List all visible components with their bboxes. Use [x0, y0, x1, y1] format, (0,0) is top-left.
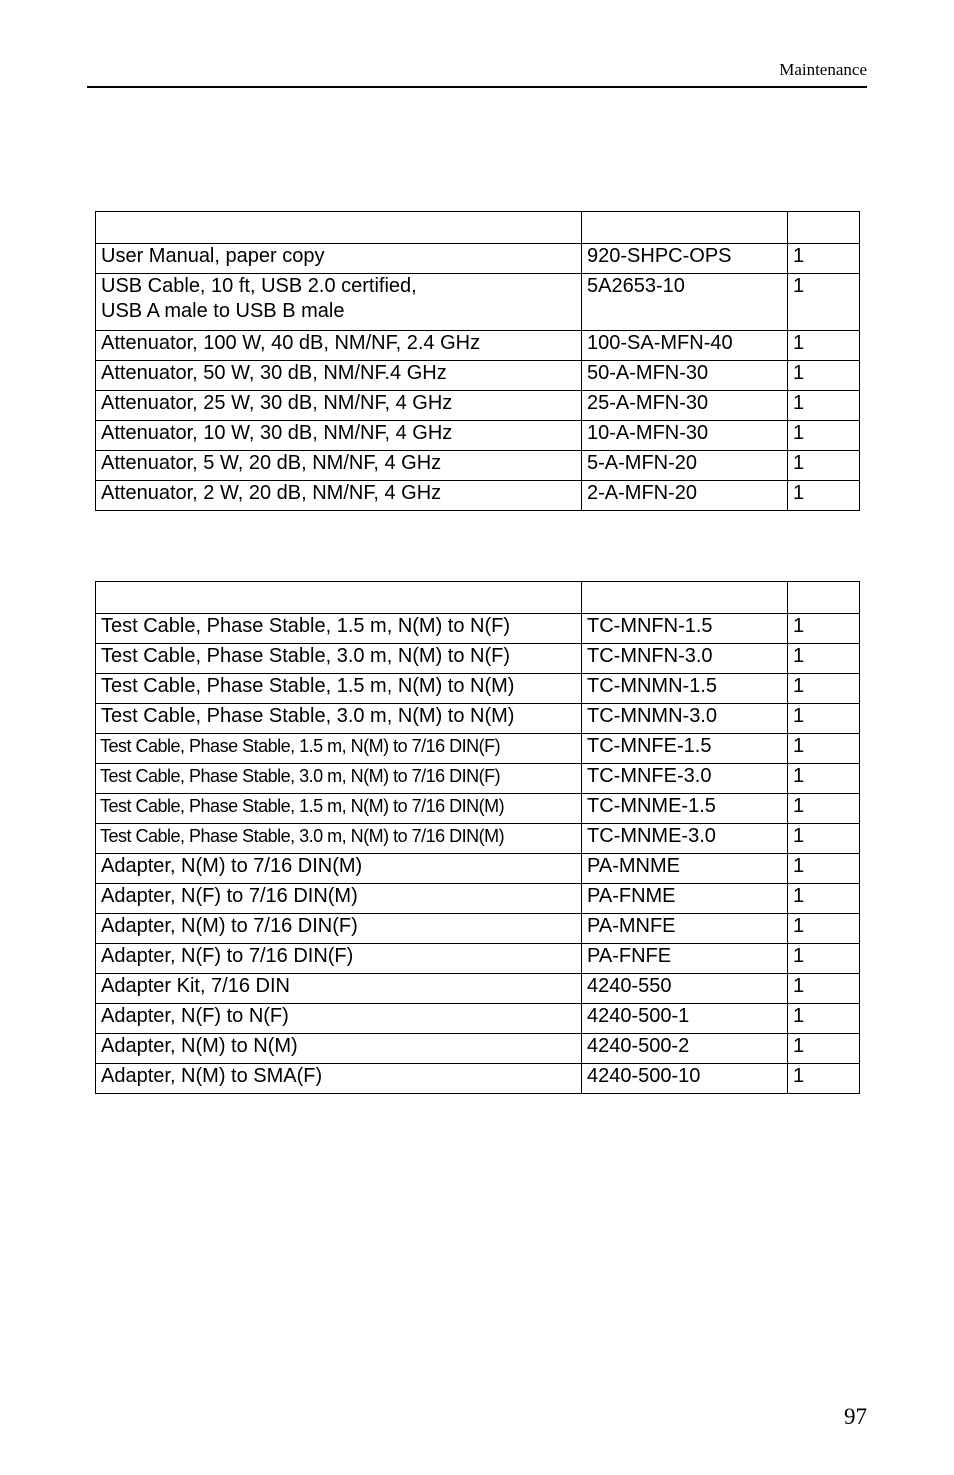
- table-row: [96, 361, 860, 391]
- cell-quantity: 1: [788, 824, 860, 854]
- cell-quantity: 1: [788, 1034, 860, 1064]
- cell-part-number: 25-A-MFN-30: [582, 391, 788, 421]
- cell-description: Adapter, N(F) to 7/16 DIN(M): [96, 884, 582, 914]
- cell-quantity: 1: [788, 854, 860, 884]
- table-row: [96, 914, 860, 944]
- cell-quantity: 1: [788, 764, 860, 794]
- cell-part-number: TC-MNME-3.0: [582, 824, 788, 854]
- cell-quantity: 1: [788, 451, 860, 481]
- header-cell-part-number: [582, 582, 788, 614]
- cell-part-number: 4240-500-10: [582, 1064, 788, 1094]
- cell-part-number: 4240-550: [582, 974, 788, 1004]
- cell-quantity: 1: [788, 734, 860, 764]
- cell-quantity: 1: [788, 1064, 860, 1094]
- cell-description: Adapter, N(F) to 7/16 DIN(F): [96, 944, 582, 974]
- table-row: [96, 734, 860, 764]
- cell-description: Attenuator, 2 W, 20 dB, NM/NF, 4 GHz: [96, 481, 582, 511]
- cell-part-number: 100-SA-MFN-40: [582, 331, 788, 361]
- header-cell-description: [96, 212, 582, 244]
- cell-part-number: TC-MNFN-1.5: [582, 614, 788, 644]
- cell-part-number: 5A2653-10: [582, 274, 788, 331]
- header-cell-quantity: [788, 582, 860, 614]
- table-row: [96, 1064, 860, 1094]
- cell-description: Adapter, N(M) to 7/16 DIN(F): [96, 914, 582, 944]
- cell-description: Test Cable, Phase Stable, 1.5 m, N(M) to N(M): [96, 674, 582, 704]
- cell-part-number: TC-MNFE-1.5: [582, 734, 788, 764]
- cables-adapters-table: [95, 581, 860, 1094]
- cell-quantity: 1: [788, 944, 860, 974]
- cell-part-number: 4240-500-1: [582, 1004, 788, 1034]
- table-row: [96, 884, 860, 914]
- table-row: [96, 704, 860, 734]
- cell-part-number: TC-MNMN-1.5: [582, 674, 788, 704]
- cell-part-number: TC-MNMN-3.0: [582, 704, 788, 734]
- cell-part-number: 5-A-MFN-20: [582, 451, 788, 481]
- cell-part-number: PA-FNME: [582, 884, 788, 914]
- header-cell-quantity: [788, 212, 860, 244]
- cell-description: Test Cable, Phase Stable, 3.0 m, N(M) to 7/16 DIN(F): [96, 764, 582, 794]
- table-row: [96, 1004, 860, 1034]
- table-row: [96, 421, 860, 451]
- header-cell-part-number: [582, 212, 788, 244]
- cell-part-number: 2-A-MFN-20: [582, 481, 788, 511]
- cell-part-number: 4240-500-2: [582, 1034, 788, 1064]
- cell-description: Attenuator, 50 W, 30 dB, NM/NF.4 GHz: [96, 361, 582, 391]
- table-row: [96, 644, 860, 674]
- cell-quantity: 1: [788, 974, 860, 1004]
- cell-quantity: 1: [788, 244, 860, 274]
- cell-description: Attenuator, 10 W, 30 dB, NM/NF, 4 GHz: [96, 421, 582, 451]
- table-row: [96, 974, 860, 1004]
- table-row: [96, 854, 860, 884]
- table-row: [96, 451, 860, 481]
- cell-part-number: PA-MNME: [582, 854, 788, 884]
- cell-description: Adapter, N(F) to N(F): [96, 1004, 582, 1034]
- cell-part-number: TC-MNFE-3.0: [582, 764, 788, 794]
- cell-description: Test Cable, Phase Stable, 3.0 m, N(M) to N(F): [96, 644, 582, 674]
- cell-part-number: 50-A-MFN-30: [582, 361, 788, 391]
- table-header-row: [96, 212, 860, 244]
- table-row: [96, 764, 860, 794]
- cell-quantity: 1: [788, 914, 860, 944]
- cell-description: Adapter, N(M) to N(M): [96, 1034, 582, 1064]
- cell-quantity: 1: [788, 331, 860, 361]
- header-title: Maintenance: [779, 60, 867, 79]
- table-row: [96, 944, 860, 974]
- cell-quantity: 1: [788, 704, 860, 734]
- table-header-row: [96, 582, 860, 614]
- cell-part-number: PA-MNFE: [582, 914, 788, 944]
- cell-description: Attenuator, 100 W, 40 dB, NM/NF, 2.4 GHz: [96, 331, 582, 361]
- cell-description: Test Cable, Phase Stable, 3.0 m, N(M) to 7/16 DIN(M): [96, 824, 582, 854]
- cell-part-number: TC-MNME-1.5: [582, 794, 788, 824]
- table-row: [96, 244, 860, 274]
- cell-description: Adapter, N(M) to 7/16 DIN(M): [96, 854, 582, 884]
- cell-description: User Manual, paper copy: [96, 244, 582, 274]
- page-number: 97: [844, 1404, 867, 1429]
- cell-description: [96, 274, 582, 331]
- table-row: [96, 794, 860, 824]
- table-row: [96, 274, 860, 331]
- table-row: [96, 824, 860, 854]
- cell-part-number: 10-A-MFN-30: [582, 421, 788, 451]
- cell-quantity: 1: [788, 481, 860, 511]
- cell-description-line-2: USB A male to USB B male: [101, 300, 345, 322]
- cell-quantity: 1: [788, 794, 860, 824]
- cell-quantity: 1: [788, 614, 860, 644]
- cell-part-number: PA-FNFE: [582, 944, 788, 974]
- cell-quantity: 1: [788, 361, 860, 391]
- running-header: [87, 58, 867, 88]
- table-row: [96, 614, 860, 644]
- table-row: [96, 1034, 860, 1064]
- cell-part-number: TC-MNFN-3.0: [582, 644, 788, 674]
- accessories-table: [95, 211, 860, 511]
- cell-quantity: 1: [788, 884, 860, 914]
- cell-quantity: 1: [788, 674, 860, 704]
- table-row: [96, 481, 860, 511]
- cell-description: Attenuator, 25 W, 30 dB, NM/NF, 4 GHz: [96, 391, 582, 421]
- header-cell-description: [96, 582, 582, 614]
- table-row: [96, 674, 860, 704]
- cell-quantity: 1: [788, 421, 860, 451]
- cell-description: Test Cable, Phase Stable, 1.5 m, N(M) to 7/16 DIN(M): [96, 794, 582, 824]
- cell-description-line-1: USB Cable, 10 ft, USB 2.0 certified,: [101, 275, 417, 297]
- cell-description: Test Cable, Phase Stable, 3.0 m, N(M) to N(M): [96, 704, 582, 734]
- cell-quantity: 1: [788, 391, 860, 421]
- cell-description: Test Cable, Phase Stable, 1.5 m, N(M) to N(F): [96, 614, 582, 644]
- table-row: [96, 331, 860, 361]
- cell-description: Adapter, N(M) to SMA(F): [96, 1064, 582, 1094]
- cell-description: Adapter Kit, 7/16 DIN: [96, 974, 582, 1004]
- cell-quantity: 1: [788, 1004, 860, 1034]
- cell-quantity: 1: [788, 274, 860, 331]
- table-row: [96, 391, 860, 421]
- cell-part-number: 920-SHPC-OPS: [582, 244, 788, 274]
- cell-description: Attenuator, 5 W, 20 dB, NM/NF, 4 GHz: [96, 451, 582, 481]
- cell-quantity: 1: [788, 644, 860, 674]
- cell-description: Test Cable, Phase Stable, 1.5 m, N(M) to 7/16 DIN(F): [96, 734, 582, 764]
